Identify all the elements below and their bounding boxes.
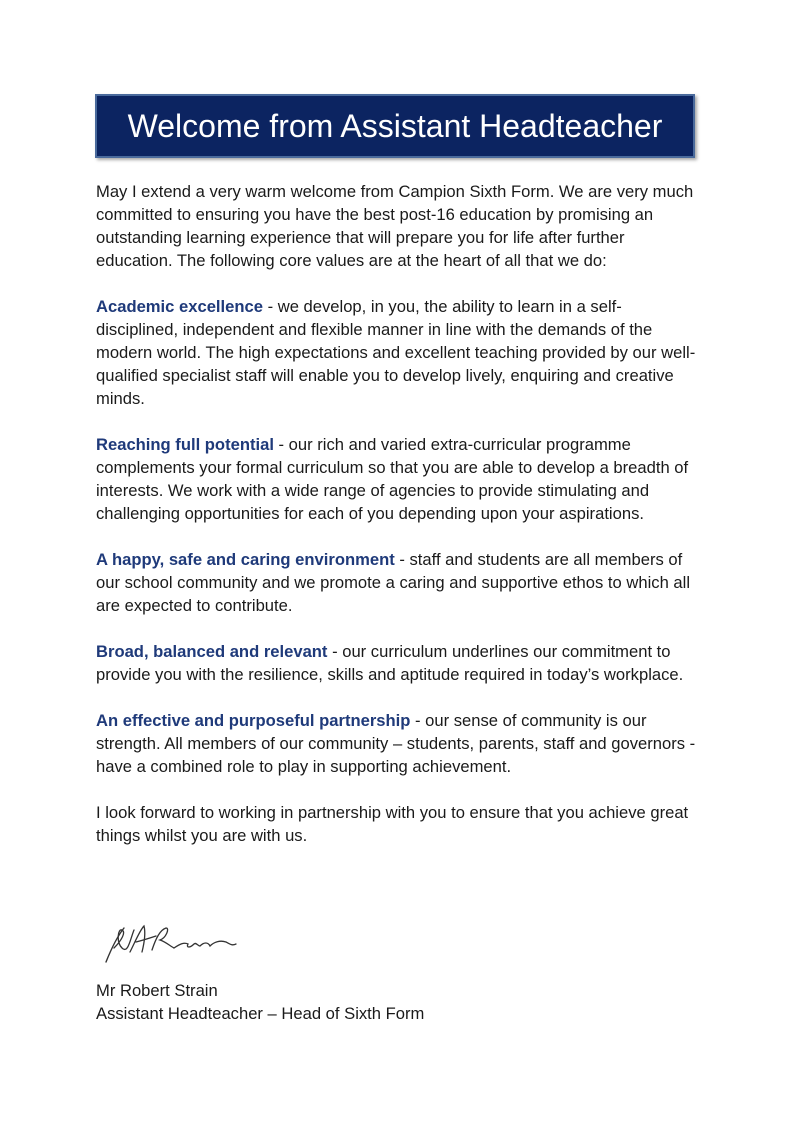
value-broad-balanced-relevant	[96, 640, 700, 686]
page-title: Welcome from Assistant Headteacher	[127, 108, 663, 144]
value-text: - our sense of community is our strength. All members of our community – students, parents, staff and governors - have a combined role to play in supporting achievement.	[96, 711, 696, 776]
intro-paragraph: May I extend a very warm welcome from Campion Sixth Form. We are very much committed to ensuring you have the best post-16 education by promising an outstanding learning experience that will prepare you for life after further education. The following core values are at the heart of all that we do:	[96, 182, 694, 270]
sign-off	[96, 979, 424, 1025]
value-text: - we develop, in you, the ability to learn in a self-disciplined, independent and flexible manner in line with the demands of the modern world. The high expectations and excellent teaching provided by our well-qualified specialist staff will enable you to develop lively, enquiring and creative minds.	[96, 297, 696, 408]
value-heading: Reaching full potential	[96, 435, 274, 454]
value-heading: Broad, balanced and relevant	[96, 642, 328, 661]
value-text: - our curriculum underlines our commitment to provide you with the resilience, skills and aptitude required in today’s workplace.	[96, 642, 684, 684]
letter-body	[96, 180, 700, 870]
value-happy-safe-caring	[96, 548, 700, 617]
value-effective-partnership	[96, 709, 700, 778]
value-heading: An effective and purposeful partnership	[96, 711, 411, 730]
signatory-name: Mr Robert Strain	[96, 981, 218, 1000]
title-banner	[95, 94, 695, 158]
value-heading: A happy, safe and caring environment	[96, 550, 395, 569]
value-academic-excellence	[96, 295, 700, 410]
value-text: - our rich and varied extra-curricular programme complements your formal curriculum so that you are able to develop a breadth of interests. We work with a wide range of agencies to provide stimulating and challenging opportunities for each of you depending upon your aspirations.	[96, 435, 689, 523]
value-reaching-full-potential	[96, 433, 700, 525]
value-heading: Academic excellence	[96, 297, 263, 316]
signatory-role: Assistant Headteacher – Head of Sixth Form	[96, 1004, 425, 1023]
closing-paragraph: I look forward to working in partnership with you to ensure that you achieve great things whilst you are with us.	[96, 803, 689, 845]
value-text: - staff and students are all members of our school community and we promote a caring and supportive ethos to which all are expected to contribute.	[96, 550, 691, 615]
signature-image	[100, 918, 240, 966]
